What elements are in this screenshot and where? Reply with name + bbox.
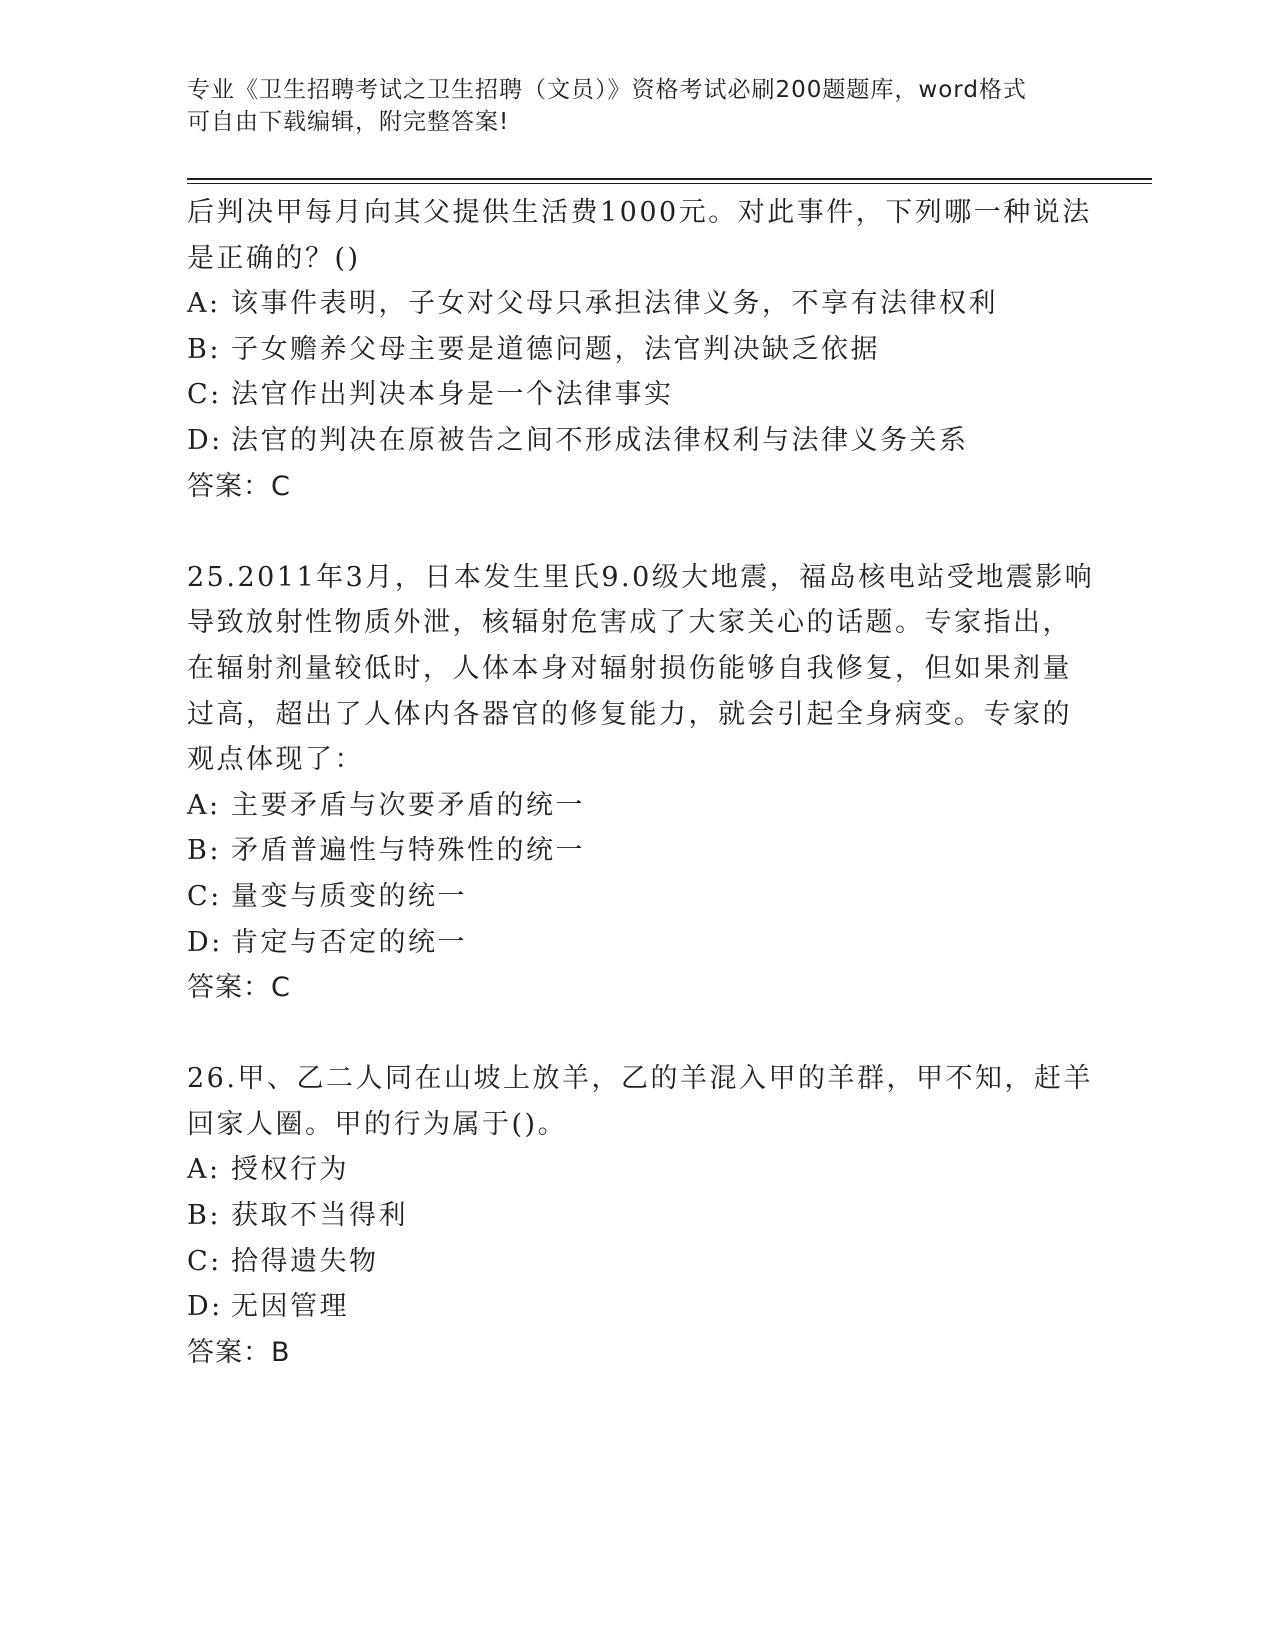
header-title-line-2: 可自由下载编辑，附完整答案!	[187, 109, 510, 135]
question-stem-line: 在辐射剂量较低时，人体本身对辐射损伤能够自我修复，但如果剂量	[187, 652, 1072, 684]
question-stem-line: 回家人圈。甲的行为属于()。	[187, 1108, 568, 1140]
answer-line: 答案：B	[187, 1336, 291, 1368]
option-letter: D:	[187, 1291, 223, 1323]
option-letter: B:	[187, 333, 221, 365]
header-divider-thick	[187, 178, 1152, 180]
option-letter: A:	[187, 1154, 221, 1186]
option-c	[187, 874, 1087, 920]
option-text: 肯定与否定的统一	[231, 926, 467, 958]
option-c	[187, 372, 1087, 418]
question-stem-line: 26.甲、乙二人同在山坡上放羊，乙的羊混入甲的羊群，甲不知，赶羊	[187, 1063, 1093, 1095]
question-26	[187, 1056, 1093, 1375]
option-letter: C:	[187, 1245, 222, 1277]
question-content	[187, 190, 1095, 1375]
option-d	[187, 418, 1087, 464]
spacer	[187, 1011, 1087, 1057]
option-a	[187, 281, 1087, 327]
spacer	[187, 509, 1087, 555]
option-b	[187, 1193, 1087, 1239]
option-a	[187, 783, 1087, 829]
option-text: 量变与质变的统一	[231, 880, 467, 912]
option-a	[187, 1147, 1087, 1193]
question-stem-line: 后判决甲每月向其父提供生活费1000元。对此事件，下列哪一种说法	[187, 197, 1092, 228]
option-letter: A:	[187, 288, 221, 320]
option-letter: B:	[187, 1200, 221, 1232]
option-letter: D:	[187, 926, 223, 958]
document-header	[187, 74, 1087, 138]
question-stem-line: 过高，超出了人体内各器官的修复能力，就会引起全身病变。专家的	[187, 698, 1072, 730]
option-text: 法官的判决在原被告之间不形成法律权利与法律义务关系	[231, 424, 969, 456]
header-divider-thin	[187, 183, 1152, 184]
answer-line: 答案：C	[187, 470, 291, 502]
header-title-line-1: 专业《卫生招聘考试之卫生招聘（文员）》资格考试必刷200题题库，word格式	[187, 77, 1027, 103]
option-text: 主要矛盾与次要矛盾的统一	[231, 789, 585, 821]
option-letter: C:	[187, 379, 222, 411]
option-letter: B:	[187, 835, 221, 867]
question-24	[187, 190, 1092, 509]
option-letter: D:	[187, 424, 223, 456]
option-b	[187, 327, 1087, 373]
question-stem-line: 观点体现了：	[187, 744, 364, 776]
option-letter: A:	[187, 789, 221, 821]
question-stem-line: 导致放射性物质外泄，核辐射危害成了大家关心的话题。专家指出，	[187, 607, 1072, 639]
answer-line: 答案：C	[187, 972, 291, 1004]
option-text: 该事件表明，子女对父母只承担法律义务，不享有法律权利	[231, 288, 998, 320]
option-text: 子女赡养父母主要是道德问题，法官判决缺乏依据	[231, 333, 880, 365]
question-stem-line: 是正确的？()	[187, 242, 361, 274]
option-text: 授权行为	[231, 1154, 349, 1186]
option-text: 获取不当得利	[231, 1200, 408, 1232]
question-25	[187, 555, 1095, 1011]
option-text: 无因管理	[231, 1291, 349, 1323]
question-stem-line: 25.2011年3月，日本发生里氏9.0级大地震，福岛核电站受地震影响	[187, 561, 1095, 593]
option-letter: C:	[187, 880, 222, 912]
option-text: 矛盾普遍性与特殊性的统一	[231, 835, 585, 867]
option-text: 拾得遗失物	[231, 1245, 379, 1277]
option-d	[187, 920, 1087, 966]
option-c	[187, 1239, 1087, 1285]
option-text: 法官作出判决本身是一个法律事实	[231, 379, 674, 411]
option-d	[187, 1284, 1087, 1330]
option-b	[187, 828, 1087, 874]
